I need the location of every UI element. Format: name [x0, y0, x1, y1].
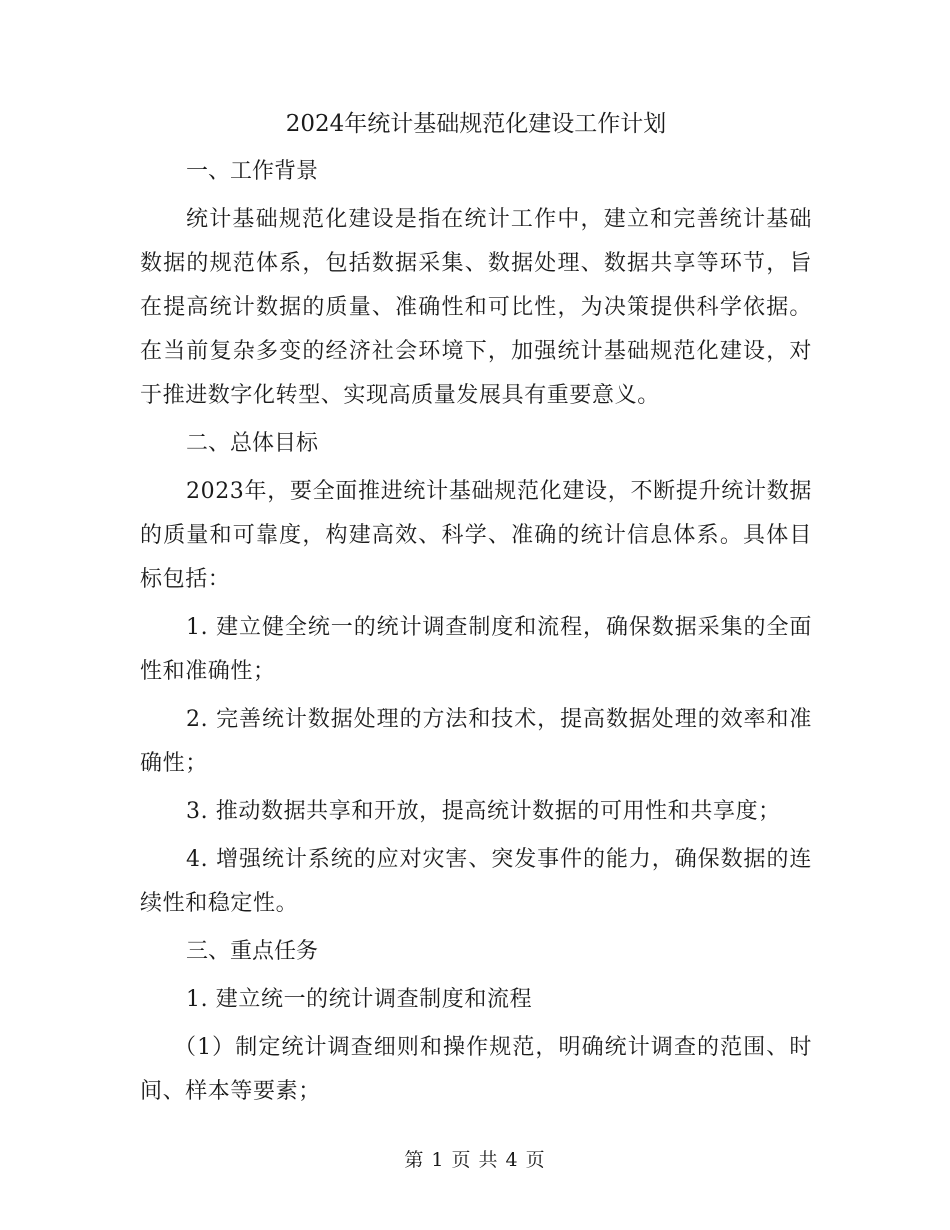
goal-item-1: 1. 建立健全统一的统计调查制度和流程，确保数据采集的全面性和准确性；	[140, 615, 812, 684]
document-body	[140, 102, 812, 1118]
page-number-footer: 第 1 页 共 4 页	[404, 1149, 546, 1171]
document-title: 2024年统计基础规范化建设工作计划	[285, 111, 667, 137]
goal-item-2: 2. 完善统计数据处理的方法和技术，提高数据处理的效率和准确性；	[140, 707, 812, 776]
goal-item-4: 4. 增强统计系统的应对灾害、突发事件的能力，确保数据的连续性和稳定性。	[140, 847, 812, 916]
goals-intro-paragraph: 2023年，要全面推进统计基础规范化建设，不断提升统计数据的质量和可靠度，构建高效、科学、准确的统计信息体系。具体目标包括：	[140, 479, 812, 592]
section-heading-background: 一、工作背景	[186, 159, 319, 184]
background-paragraph: 统计基础规范化建设是指在统计工作中，建立和完善统计基础数据的规范体系，包括数据采集、数据处理、数据共享等环节，旨在提高统计数据的质量、准确性和可比性，为决策提供科学依据。在当前复杂多变的经济社会环境下，加强统计基础规范化建设，对于推进数字化转型、实现高质量发展具有重要意义。	[140, 207, 812, 408]
goal-item-3: 3. 推动数据共享和开放，提高统计数据的可用性和共享度；	[186, 799, 781, 824]
section-heading-tasks: 三、重点任务	[186, 939, 319, 964]
task-item-1: 1. 建立统一的统计调查制度和流程	[186, 987, 533, 1012]
task-subitem-1: （1）制定统计调查细则和操作规范，明确统计调查的范围、时间、样本等要素；	[140, 1035, 812, 1104]
section-heading-goals: 二、总体目标	[186, 431, 319, 456]
